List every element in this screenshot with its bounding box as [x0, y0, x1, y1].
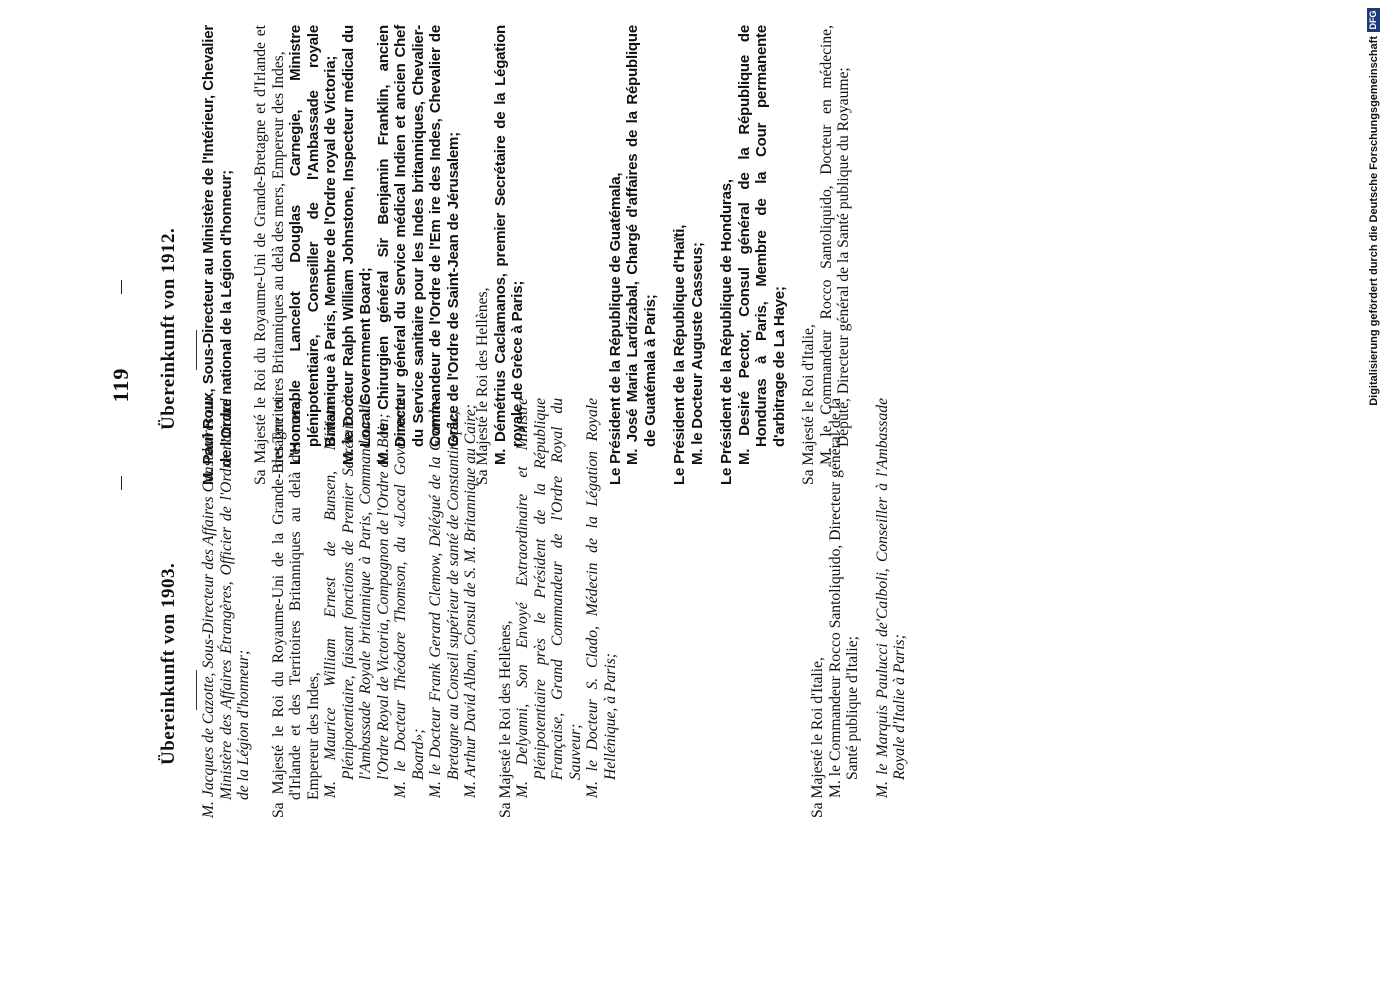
- column-1912: [200, 25, 853, 485]
- entry-hellenes-king-1912: Sa Majesté le Roi des Hellènes,: [474, 287, 491, 485]
- entry-uk-king-1912: Sa Majesté le Roi du Royaume-Uni de Grande-Bretagne et d'Irlande et des Territoires Britanniques au delà des mers, Empereur des Indes,: [252, 25, 287, 485]
- header-dash-left: [121, 476, 122, 490]
- entry-lardizabal: M. José Maria Lardizabal, Chargé d'affaires de la République de Guatémala à Paris;: [624, 25, 659, 465]
- entry-guatemala-president: Le Président de la République de Guatémala,: [606, 172, 624, 485]
- entry-santoliquido-1912: M. le Commandeur Rocco Santoliquido, Docteur en médecine, Député, Directeur général de la Santé publique du Royaume;: [817, 25, 852, 465]
- digitization-credit: [1366, 0, 1383, 1000]
- entry-clado: M. le Docteur S. Clado, Médecin de la Légation Royale Hellénique, à Paris;: [584, 398, 619, 798]
- entry-cazotte: M. Jacques de Cazotte, Sous-Directeur des Affaires Consulaires au Ministère des Affaires Étrangères, Officier de l'Ordre national de la Légion d'honneur;: [200, 398, 252, 818]
- entry-italy-king: Sa Majesté le Roi d'Italie,: [809, 657, 826, 818]
- column-title-1912: Übereinkunft von 1912.: [158, 227, 179, 430]
- dfg-logo: DFG: [1367, 8, 1380, 32]
- entry-uk-king: Sa Majesté le Roi du Royaume-Uni de la Grande-Bretagne et d'Irlande et des Territoires Britanniques au delà des mers, Empereur des Indes,: [269, 398, 322, 818]
- entry-casseus: M. le Docteur Auguste Casseus;: [688, 242, 706, 465]
- entry-johnstone: M. le Docteur Ralph William Johnstone, Inspecteur médical du Local Government Board;: [339, 25, 374, 465]
- entry-thomson: M. le Docteur Théodore Thomson, du «Local Government Board»;: [392, 398, 427, 798]
- entry-honduras-president: Le Président de la République de Honduras,: [718, 179, 735, 485]
- entry-alban: M. Arthur David Alban, Consul de S. M. Britannique au Caire;: [462, 404, 479, 798]
- entry-italy-king-1912: Sa Majesté le Roi d'Italie,: [800, 324, 817, 485]
- page-header: [108, 30, 144, 850]
- entry-hellenes-king: Sa Majesté le Roi des Hellènes,: [496, 620, 514, 818]
- entry-franklin: M. le Chirurgien général Sir Benjamin Franklin, ancien Directeur général du Service médical Indien et ancien Chef du Service sanitaire pour les Indes britanniques, Chevalier-Commandeur de l'Ordre de l'Em ire des Indes, Chevalier de Grâce de l'Ordre de Saint-Jean de Jérusalem;: [374, 25, 462, 465]
- entry-santoliquido-1903: M. le Commandeur Rocco Santoliquido, Directeur général de la Santé publique d'Italie;: [826, 398, 861, 798]
- entry-delyanni: M. Delyanni, Son Envoyé Extraordinaire et Ministre Plénipotentiaire près le Président de la République Française, Grand Commandeur de l'Ordre Royal du Sauveur;: [514, 398, 584, 798]
- title-rule-1912: [196, 330, 197, 370]
- title-rule-1903: [196, 670, 197, 710]
- entry-pector: M. Desiré Pector, Consul général de la République de Honduras à Paris, Membre de la Cour permanente d'arbitrage de La Haye;: [735, 25, 788, 465]
- page-number: 119: [108, 367, 133, 403]
- entry-bunsen: M. Maurice William Ernest de Bunsen, Ministre Plénipotentiaire, faisant fonctions de Premier Secrétaire à l'Ambassade Royale britannique à Paris, Commandeur de l'Ordre Royal de Victoria, Compagnon de l'Ordre du Bain;: [322, 398, 392, 798]
- credit-text: Digitalisierung gefördert durch die Deutsche Forschungsgemeinschaft: [1368, 36, 1380, 406]
- entry-haiti-president: Le Président de la République d'Haïti,: [671, 224, 688, 485]
- entry-paulucci: M. le Marquis Paulucci de'Calboli, Conseiller à l'Ambassade Royale d'Italie à Paris;: [873, 398, 908, 798]
- column-title-1903: Übereinkunft von 1903.: [158, 562, 179, 765]
- entry-roux: M. Paul Roux, Sous-Directeur au Ministère de l'Intérieur, Chevalier de l'Ordre national de la Légion d'honneur;: [200, 25, 235, 485]
- entry-clemow: M. le Docteur Frank Gerard Clemow, Délégué de la Grande-Bretagne au Conseil supérieur de santé de Constantinople;: [427, 398, 462, 798]
- header-dash-right: [121, 280, 122, 294]
- entry-carnegie: L'Honorable Lancelot Douglas Carnegie, Ministre plénipotentiaire, Conseiller de l'Ambassade royale Britannique à Paris, Membre de l'Ordre royal de Victoria;: [287, 25, 339, 465]
- entry-caclamanos: M. Démétrius Caclamanos, premier Secrétaire de la Légation royale de Grèce à Paris;: [491, 25, 526, 465]
